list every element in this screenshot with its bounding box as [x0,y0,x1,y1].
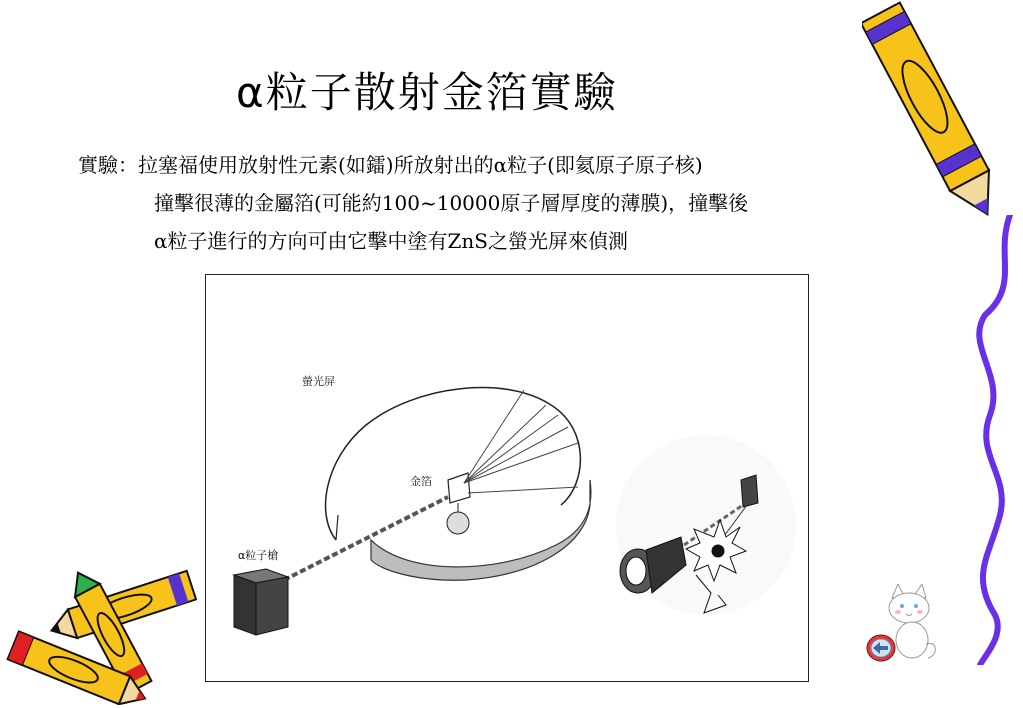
alpha-gun [234,569,288,635]
scattered-rays [464,390,578,493]
title-alpha: α [236,68,266,117]
slide-body [78,146,748,260]
crayon-icon [862,0,1002,230]
body-line-3: α粒子進行的方向可由它擊中塗有ZnS之螢光屏來偵測 [154,229,628,253]
back-arrow-icon [866,634,896,662]
back-button[interactable] [866,634,896,662]
experiment-figure [205,274,809,682]
label-foil: 金箔 [410,475,432,488]
experiment-diagram [206,275,810,683]
crayons-icon [0,565,205,705]
body-line-1: 實驗：拉塞福使用放射性元素(如鐳)所放射出的α粒子(即氦原子原子核) [78,153,703,177]
body-line-2: 撞擊很薄的金屬箔(可能約100~10000原子層厚度的薄膜)，撞擊後 [154,191,749,215]
title-text: 粒子散射金箔實驗 [265,68,618,117]
label-screen: 螢光屏 [302,375,335,388]
squiggle-line-icon [965,215,1023,665]
label-gun: α粒子槍 [238,549,279,562]
slide-title [236,60,618,120]
